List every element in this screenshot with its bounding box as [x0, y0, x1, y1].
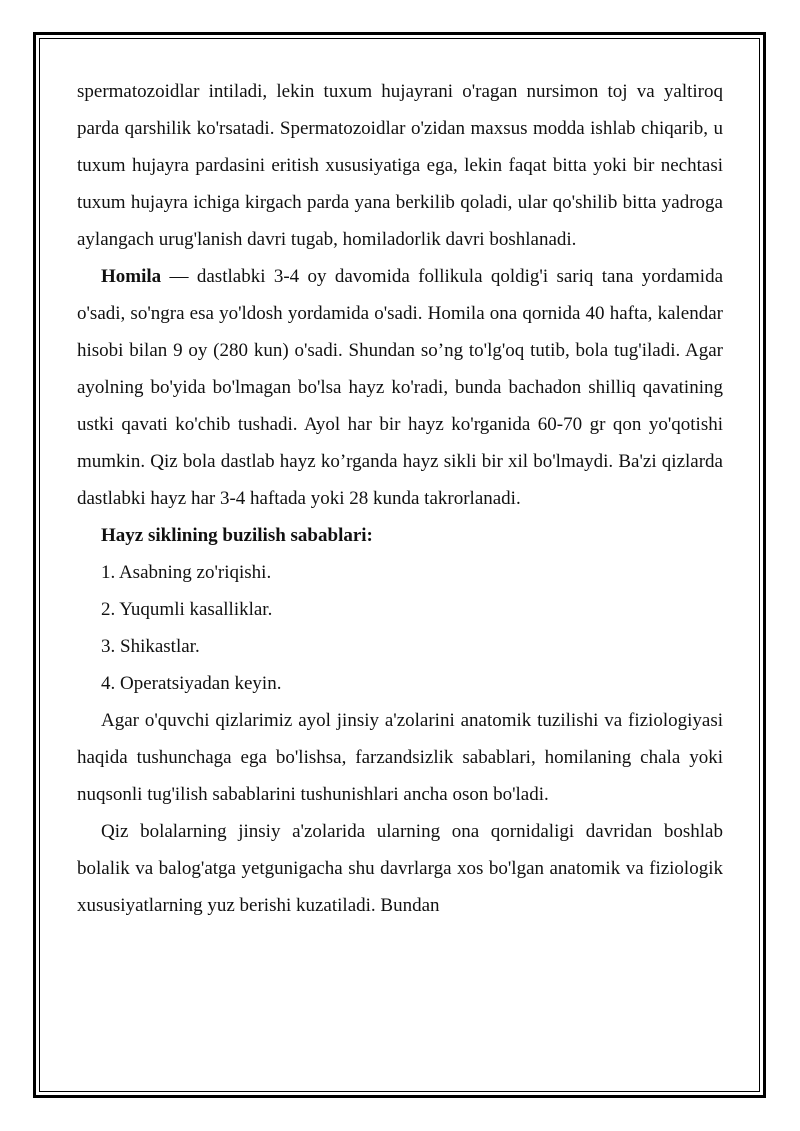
paragraph-homila	[77, 258, 723, 517]
paragraph-education: Agar o'quvchi qizlarimiz ayol jinsiy a'zolarini anatomik tuzilishi va fiziologiyasi haqida tushunchaga ega bo'lishsa, farzandsizlik sabablari, homilaning chala yoki nuqsonli tug'ilish sabablarini tushunishlari ancha oson bo'ladi.	[77, 710, 723, 805]
list-item: 2. Yuqumli kasalliklar.	[101, 599, 273, 620]
document-body	[77, 73, 723, 924]
paragraph-continuation: spermatozoidlar intiladi, lekin tuxum hujayrani o'ragan nursimon toj va yaltiroq parda qarshilik ko'rsatadi. Spermatozoidlar o'zidan maxsus modda ishlab chiqarib, u tuxum hujayra pardasini eritish xususiyatiga ega, lekin faqat bitta yoki bir nechtasi tuxum hujayra ichiga kirgach parda yana berkilib qoladi, ular qo'shilib bitta yadroga aylangach urug'lanish davri tugab, homiladorlik davri boshlanadi.	[77, 81, 723, 250]
list-item: 1. Asabning zo'riqishi.	[101, 562, 272, 583]
list-item: 4. Operatsiyadan keyin.	[101, 673, 282, 694]
term-homila: Homila	[101, 266, 162, 287]
paragraph-development: Qiz bolalarning jinsiy a'zolarida ularning ona qornidaligi davridan boshlab bolalik va balog'atga yetgunigacha shu davrlarga xos bo'lgan anatomik va fiziologik xususiyatlarning yuz berishi kuzatiladi. Bundan	[77, 821, 723, 916]
list-item: 3. Shikastlar.	[101, 636, 200, 657]
paragraph-homila-text: — dastlabki 3-4 oy davomida follikula qoldig'i sariq tana yordamida o'sadi, so'ngra esa yo'ldosh yordamida o'sadi. Homila ona qornida 40 hafta, kalendar hisobi bilan 9 oy (280 kun) o'sadi. Shundan so’ng to'lg'oq tutib, bola tug'iladi. Agar ayolning bo'yida bo'lmagan bo'lsa hayz ko'radi, bunda bachadon shilliq qavatining ustki qavati ko'chib tushadi. Ayol har bir hayz ko'rganida 60-70 gr qon yo'qotishi mumkin. Qiz bola dastlab hayz ko’rganda hayz sikli bir xil bo'lmaydi. Ba'zi qizlarda dastlabki hayz har 3-4 haftada yoki 28 kunda takrorlanadi.	[77, 266, 723, 509]
section-heading: Hayz siklining buzilish sabablari:	[101, 525, 373, 546]
